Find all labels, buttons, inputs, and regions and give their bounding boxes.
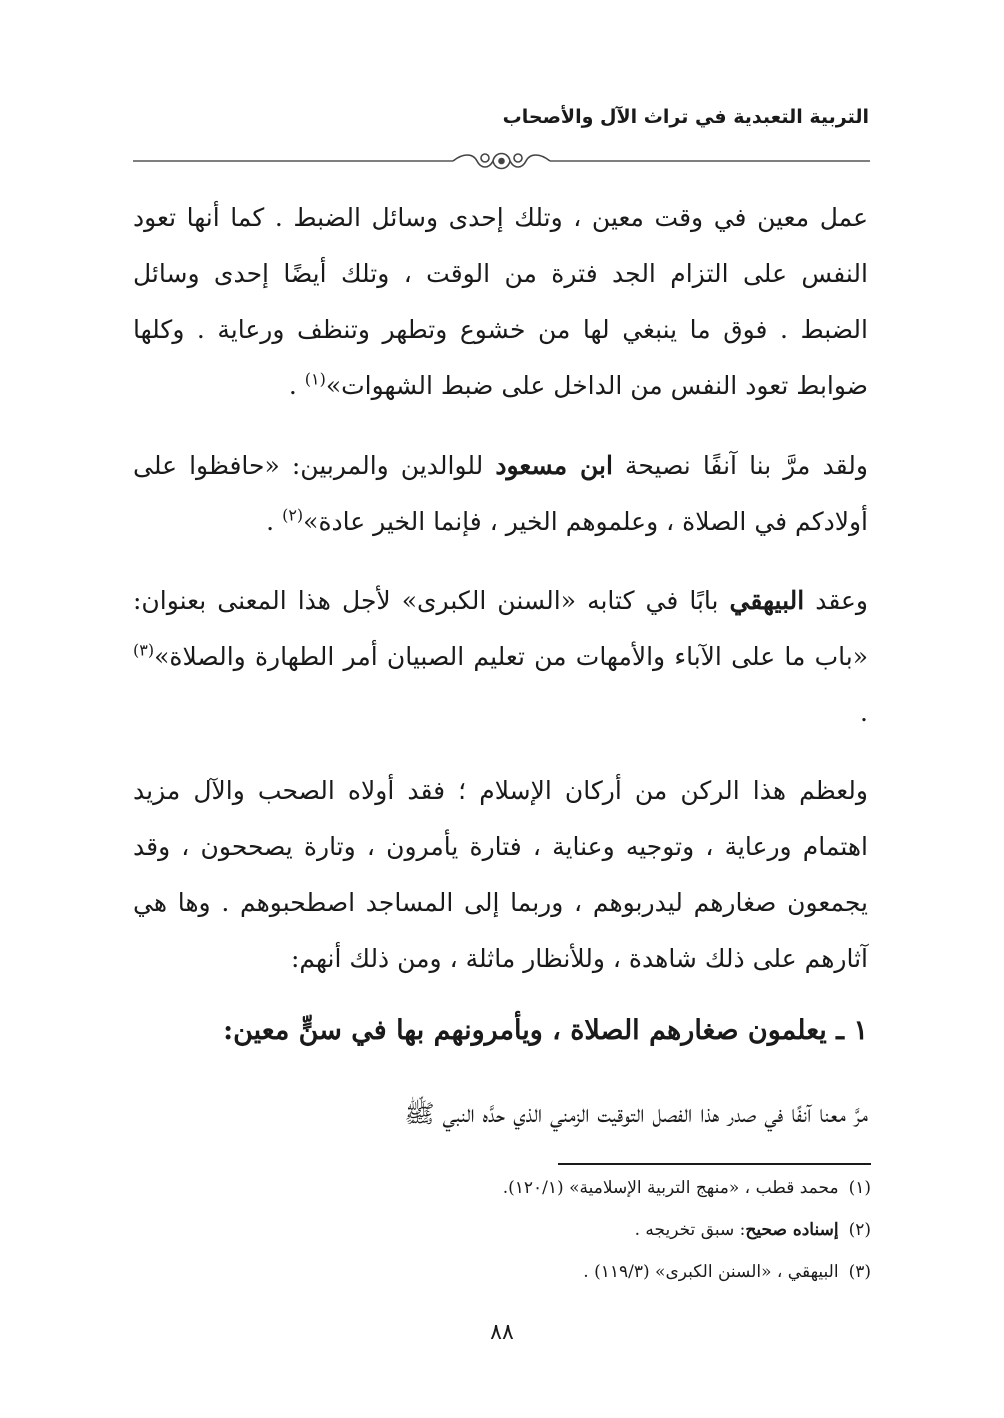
paragraph-3-end: . [860,698,868,727]
paragraph-1 [133,190,868,414]
paragraph-2-text-b: للوالدين والمربين: «حافظوا على أولادكم في الصلاة ، وعلموهم الخير ، فإنما الخير عادة» [133,451,868,536]
paragraph-1-text: عمل معين في وقت معين ، وتلك إحدى وسائل الضبط . كما أنها تعود النفس على التزام الجد فترة من الوقت ، وتلك أيضًا إحدى وسائل الضبط . فوق ما ينبغي لها من خشوع وتطهر وتنظف ورعاية . وكلها ضوابط تعود النفس من الداخل على ضبط الشهوات» [133,203,868,400]
footnote-1 [136,1178,871,1198]
page-number: ٨٨ [490,1320,514,1345]
paragraph-3-text-a: وعقد [804,586,868,615]
footnote-2-number: (٢) [848,1220,871,1240]
footnote-ref-2: (٢) [282,505,304,525]
section-heading: ١ ـ يعلمون صغارهم الصلاة ، ويأمرونهم بها في سنٍّ معين: [223,1015,868,1046]
person-name-bayhaqi: البيهقي [729,586,805,615]
paragraph-1-end: . [288,371,305,400]
ornamental-divider [133,147,870,177]
footnote-2-text: : سبق تخريجه . [634,1220,746,1240]
footnote-1-text: محمد قطب ، «منهج التربية الإسلامية» (١٢٠/١). [502,1178,839,1198]
footnote-2 [136,1220,871,1240]
person-name-ibn-masud: ابن مسعود [495,451,613,480]
footnote-3-text: البيهقي ، «السنن الكبرى» (١١٩/٣) . [583,1262,839,1282]
paragraph-3-text-b: بابًا في كتابه «السنن الكبرى» لأجل هذا المعنى بعنوان: «باب ما على الآباء والأمهات من تعليم الصبيان أمر الطهارة والصلاة» [133,586,868,671]
paragraph-2-end: . [266,507,283,536]
paragraph-3 [133,573,868,741]
footnote-3-number: (٣) [848,1262,871,1282]
paragraph-5-first-line: مرَّ معنا آنفًا في صدر هذا الفصل التوقيت الزمني الذي حدَّه النبي ﷺ [404,1099,868,1128]
footnote-1-number: (١) [848,1178,871,1198]
footnote-ref-3: (٣) [133,640,155,660]
footnote-3 [136,1262,871,1282]
paragraph-4: ولعظم هذا الركن من أركان الإسلام ؛ فقد أولاه الصحب والآل مزيد اهتمام ورعاية ، وتوجيه وعناية ، فتارة يأمرون ، وتارة يصححون ، وقد يجمعون صغارهم ليدربوهم ، وربما إلى المساجد اصطحبوهم . وها هي آثارهم على ذلك شاهدة ، وللأنظار ماثلة ، ومن ذلك أنهم: [133,776,868,973]
footnote-ref-1: (١) [304,369,326,389]
paragraph-2-text-a: ولقد مرَّ بنا آنفًا نصيحة [612,451,868,480]
paragraph-2 [133,438,868,550]
footnote-2-bold-text: إسناده صحيح [745,1220,839,1240]
footnote-separator [558,1163,871,1165]
running-header: التربية التعبدية في تراث الآل والأصحاب [502,106,869,128]
